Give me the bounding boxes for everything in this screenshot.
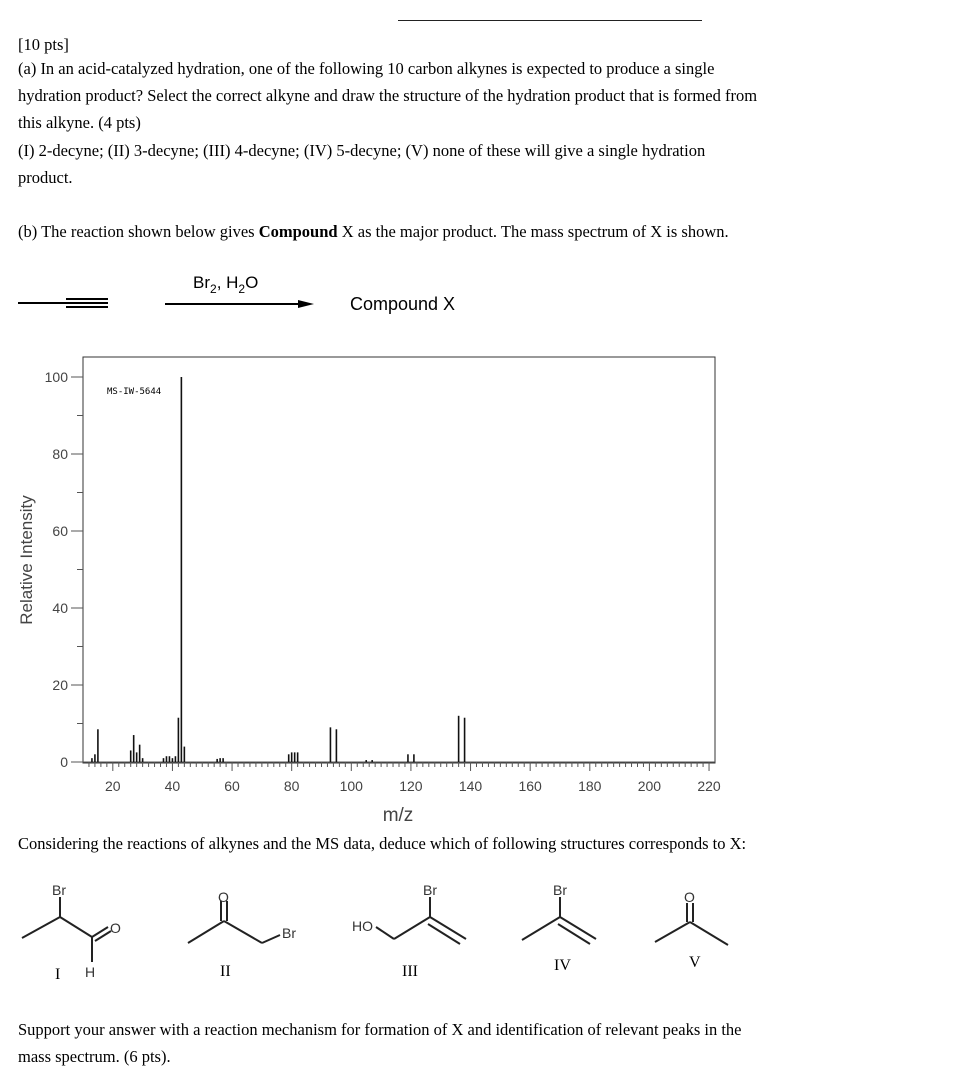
structure-I-numeral: I <box>55 966 61 983</box>
x-tick-label: 80 <box>283 778 300 794</box>
y-tick-label: 80 <box>52 446 68 462</box>
x-tick-label: 100 <box>339 778 363 794</box>
support-instructions <box>18 1016 878 1070</box>
structure-II <box>188 901 280 943</box>
y-tick-label: 40 <box>52 600 68 616</box>
structure-I-h: H <box>85 964 96 980</box>
structure-III-numeral: III <box>402 963 418 980</box>
y-tick-label: 100 <box>44 369 68 385</box>
part-b-prefix: (b) The reaction shown below gives <box>18 222 259 241</box>
reaction-arrow <box>165 300 314 308</box>
reaction-svg <box>0 262 500 322</box>
x-axis-label: m/z <box>382 805 414 826</box>
x-tick-label: 120 <box>399 778 423 794</box>
x-tick-label: 60 <box>224 778 240 794</box>
structure-IV-numeral: IV <box>554 957 571 974</box>
part-a-line: hydration product? Select the correct alkyne and draw the structure of the hydration product that is formed from <box>18 86 758 105</box>
structure-III-ho: HO <box>352 918 373 934</box>
structure-II-o: O <box>218 889 229 905</box>
structure-V <box>655 903 728 945</box>
structure-II-numeral: II <box>220 963 231 980</box>
candidate-structures <box>0 875 780 990</box>
structure-III-br: Br <box>423 882 437 898</box>
part-b-bold: Compound <box>258 222 338 241</box>
part-b-question <box>18 218 848 245</box>
mass-spectrum-chart <box>0 345 740 835</box>
structures-svg <box>0 875 780 990</box>
structure-I-br: Br <box>52 882 66 898</box>
x-tick-label: 20 <box>105 778 121 794</box>
part-a-line: (a) In an acid-catalyzed hydration, one of the following 10 carbon alkynes is expected to produce a single <box>18 59 715 78</box>
reaction-scheme <box>0 262 500 322</box>
options-line: (I) 2-decyne; (II) 3-decyne; (III) 4-decyne; (IV) 5-decyne; (V) none of these will give a single hydration <box>18 141 706 160</box>
support-line: Support your answer with a reaction mechanism for formation of X and identification of relevant peaks in the <box>18 1020 742 1039</box>
part-a-line: this alkyne. (4 pts) <box>18 113 141 132</box>
top-rule <box>398 20 702 21</box>
x-tick-label: 220 <box>697 778 721 794</box>
structure-III <box>376 897 466 944</box>
product-label: Compound X <box>350 294 456 314</box>
y-axis-label: Relative Intensity <box>17 495 36 625</box>
chart-title: MS-IW-5644 <box>107 387 162 397</box>
alkyne-structure <box>18 299 108 307</box>
x-tick-label: 160 <box>518 778 542 794</box>
y-tick-label: 0 <box>60 754 68 770</box>
structure-II-br: Br <box>282 925 296 941</box>
consider-prompt: Considering the reactions of alkynes and the MS data, deduce which of following structures corresponds to X: <box>18 834 747 853</box>
structure-I-o: O <box>110 920 121 936</box>
structure-I <box>22 897 111 962</box>
support-line: mass spectrum. (6 pts). <box>18 1047 171 1066</box>
structure-IV-br: Br <box>553 882 567 898</box>
structure-V-numeral: V <box>689 954 701 971</box>
plot-frame <box>83 357 715 763</box>
x-tick-label: 40 <box>164 778 181 794</box>
points-header: [10 pts] <box>18 35 69 54</box>
mass-spectrum-svg <box>0 345 740 835</box>
y-tick-label: 60 <box>52 523 68 539</box>
part-a-question <box>18 55 848 136</box>
part-b-suffix: X as the major product. The mass spectrum of X is shown. <box>337 222 729 241</box>
x-tick-label: 200 <box>637 778 662 794</box>
options-line: product. <box>18 168 73 187</box>
reagent-label: $Br_2$, $H_2O$ <box>193 273 259 296</box>
x-tick-label: 180 <box>578 778 602 794</box>
structure-V-o: O <box>684 889 695 905</box>
part-a-options <box>18 137 848 191</box>
y-tick-label: 20 <box>52 677 68 693</box>
structure-IV <box>522 897 596 944</box>
x-tick-label: 140 <box>458 778 483 794</box>
